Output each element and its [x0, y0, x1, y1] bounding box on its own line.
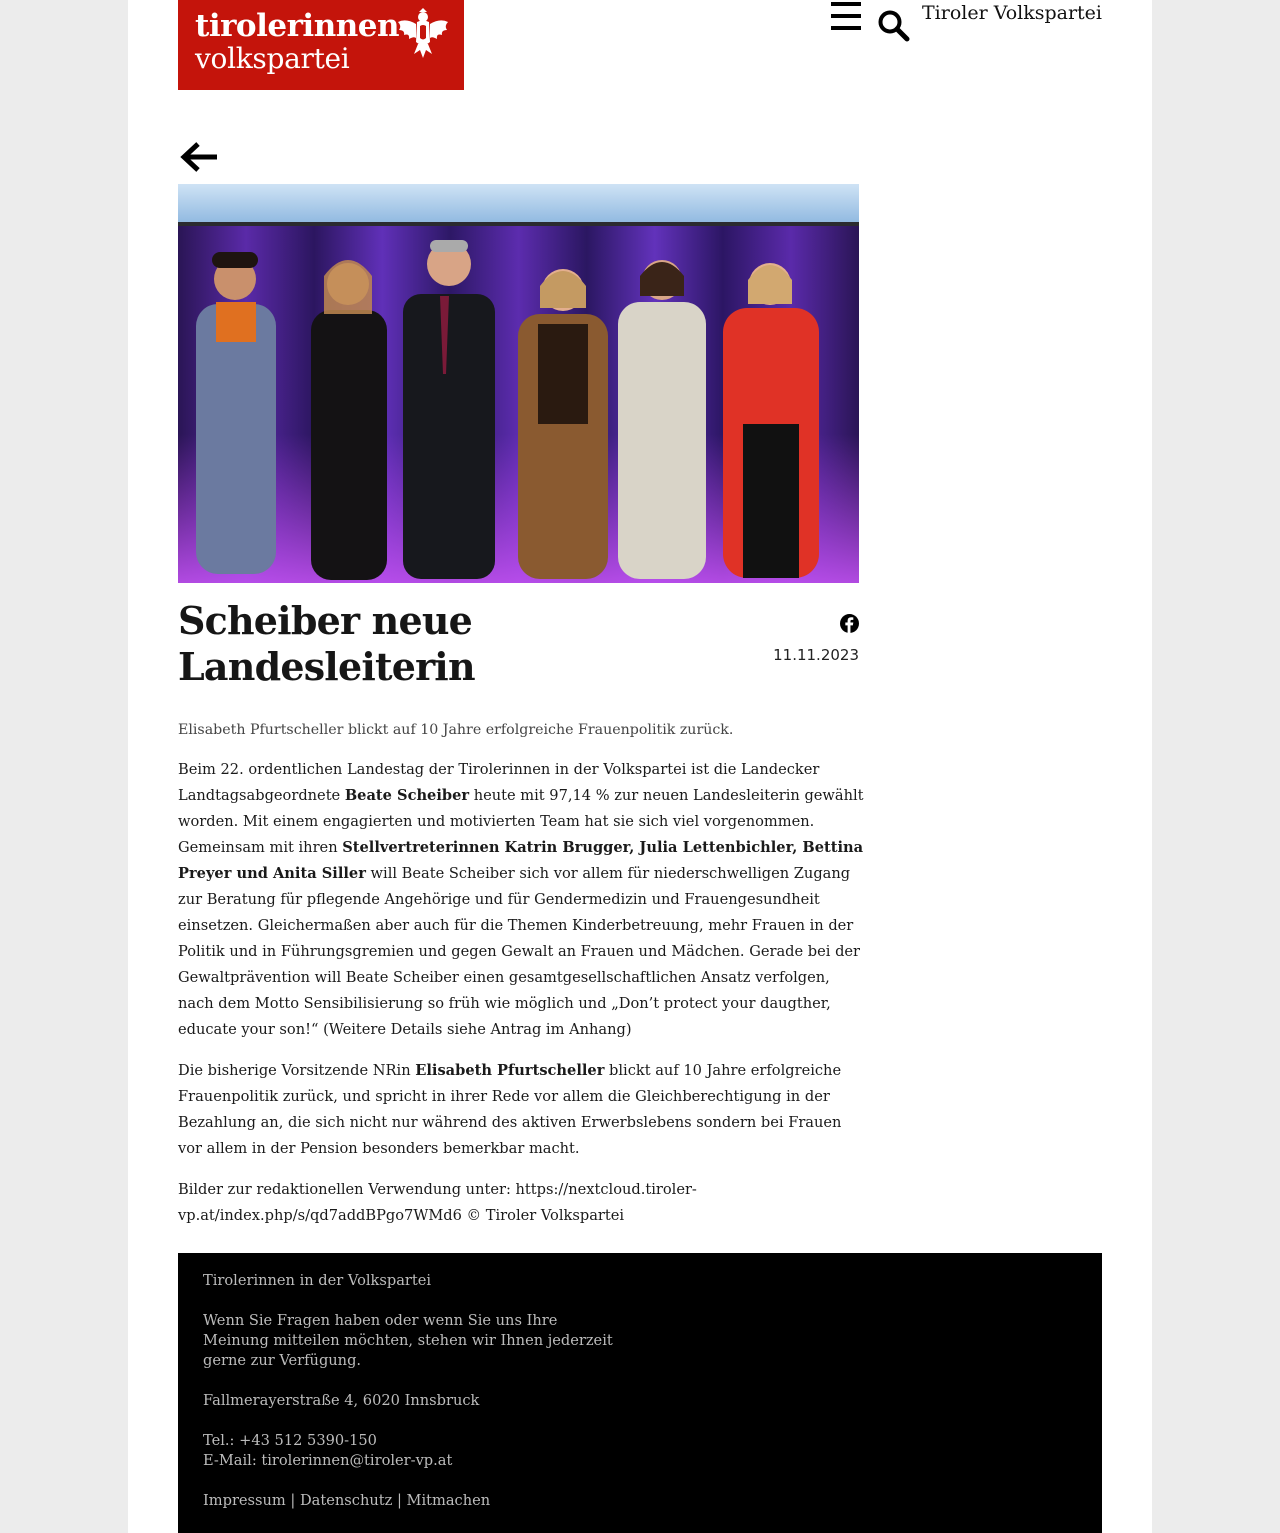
article-date: 11.11.2023 [773, 646, 859, 664]
footer-contact-text: Wenn Sie Fragen haben oder wenn Sie uns Ihre Meinung mitteilen möchten, stehen wir Ihnen jederzeit gerne zur Verfügung. [203, 1312, 613, 1369]
site-logo[interactable] [178, 0, 464, 90]
tyrolean-eagle-icon [396, 8, 450, 60]
hero-image [178, 184, 859, 583]
impressum-link[interactable]: Impressum [203, 1492, 286, 1509]
hamburger-menu-icon[interactable] [830, 0, 862, 32]
text-span: heute mit 97,14 % zur neuen Landesleiterin gewählt worden. Mit einem engagierten und motivierten Team hat sie sich viel vorgenommen. Gemeinsam mit ihren [178, 787, 864, 856]
logo-text-secondary: volkspartei [195, 42, 350, 75]
footer-contact [203, 1431, 623, 1471]
footer-org: Tirolerinnen in der Volkspartei [203, 1272, 432, 1289]
search-icon[interactable] [877, 9, 911, 43]
bold-names: Stellvertreterinnen Katrin Brugger, Julia Lettenbichler, Bettina Preyer und Anita Siller [178, 839, 864, 882]
site-name-link[interactable]: Tiroler Volkspartei [922, 2, 1102, 24]
text-span: Die bisherige Vorsitzende NRin [178, 1062, 416, 1079]
article-paragraph-1 [178, 757, 868, 1043]
text-span: Beim 22. ordentlichen Landestag der Tirolerinnen in der Volkspartei ist die Landecker Landtagsabgeordnete [178, 761, 820, 804]
mitmachen-link[interactable]: Mitmachen [406, 1492, 491, 1509]
footer-email: E-Mail: tirolerinnen@tiroler-vp.at [203, 1452, 453, 1469]
footer-content [203, 1271, 623, 1531]
logo-text-primary: tirolerinnen [195, 8, 400, 44]
text-span: will Beate Scheiber sich vor allem für niederschwelligen Zugang zur Beratung für pflegende Angehörige und für Gendermedizin und Frauengesundheit einsetzen. Gleichermaßen aber auch für die Themen Kinderbetreuung, mehr Frauen in der Politik und in Führungsgremien und gegen Gewalt an Frauen und Mädchen. Gerade bei der Gewaltprävention will Beate Scheiber einen gesamtgesellschaftlichen Ansatz verfolgen, nach dem Motto Sensibilisierung so früh wie möglich und „Don’t protect your daugther, educate your son!“ (Weitere Details siehe Antrag im Anhang) [178, 865, 861, 1038]
page [128, 0, 1152, 1533]
site-footer [178, 1253, 1102, 1533]
article-paragraph-2 [178, 1058, 868, 1162]
footer-address: Fallmerayerstraße 4, 6020 Innsbruck [203, 1392, 480, 1409]
datenschutz-link[interactable]: Datenschutz [299, 1492, 393, 1509]
bold-name: Elisabeth Pfurtscheller [415, 1062, 605, 1079]
text-span: blickt auf 10 Jahre erfolgreiche Frauenpolitik zurück, und spricht in ihrer Rede vor allem die Gleichberechtigung in der Bezahlung an, die sich nicht nur während des aktiven Erwerbslebens sondern bei Frauen vor allem in der Pension besonders bemerkbar macht. [178, 1062, 842, 1157]
link-separator: | [285, 1492, 300, 1509]
footer-phone: Tel.: +43 512 5390-150 [203, 1432, 377, 1449]
footer-links [203, 1491, 623, 1511]
article-body [178, 717, 868, 1244]
facebook-icon[interactable] [840, 614, 859, 633]
article-lead: Elisabeth Pfurtscheller blickt auf 10 Jahre erfolgreiche Frauenpolitik zurück. [178, 722, 734, 738]
back-arrow-icon[interactable] [179, 139, 219, 175]
article-paragraph-3: Bilder zur redaktionellen Verwendung unter: https://nextcloud.tiroler-vp.at/index.php/s/qd7addBPgo7WMd6 © Tiroler Volkspartei [178, 1181, 697, 1224]
link-separator: | [392, 1492, 407, 1509]
article-title: Scheiber neue Landesleiterin [178, 598, 475, 689]
bold-name: Beate Scheiber [344, 787, 470, 804]
